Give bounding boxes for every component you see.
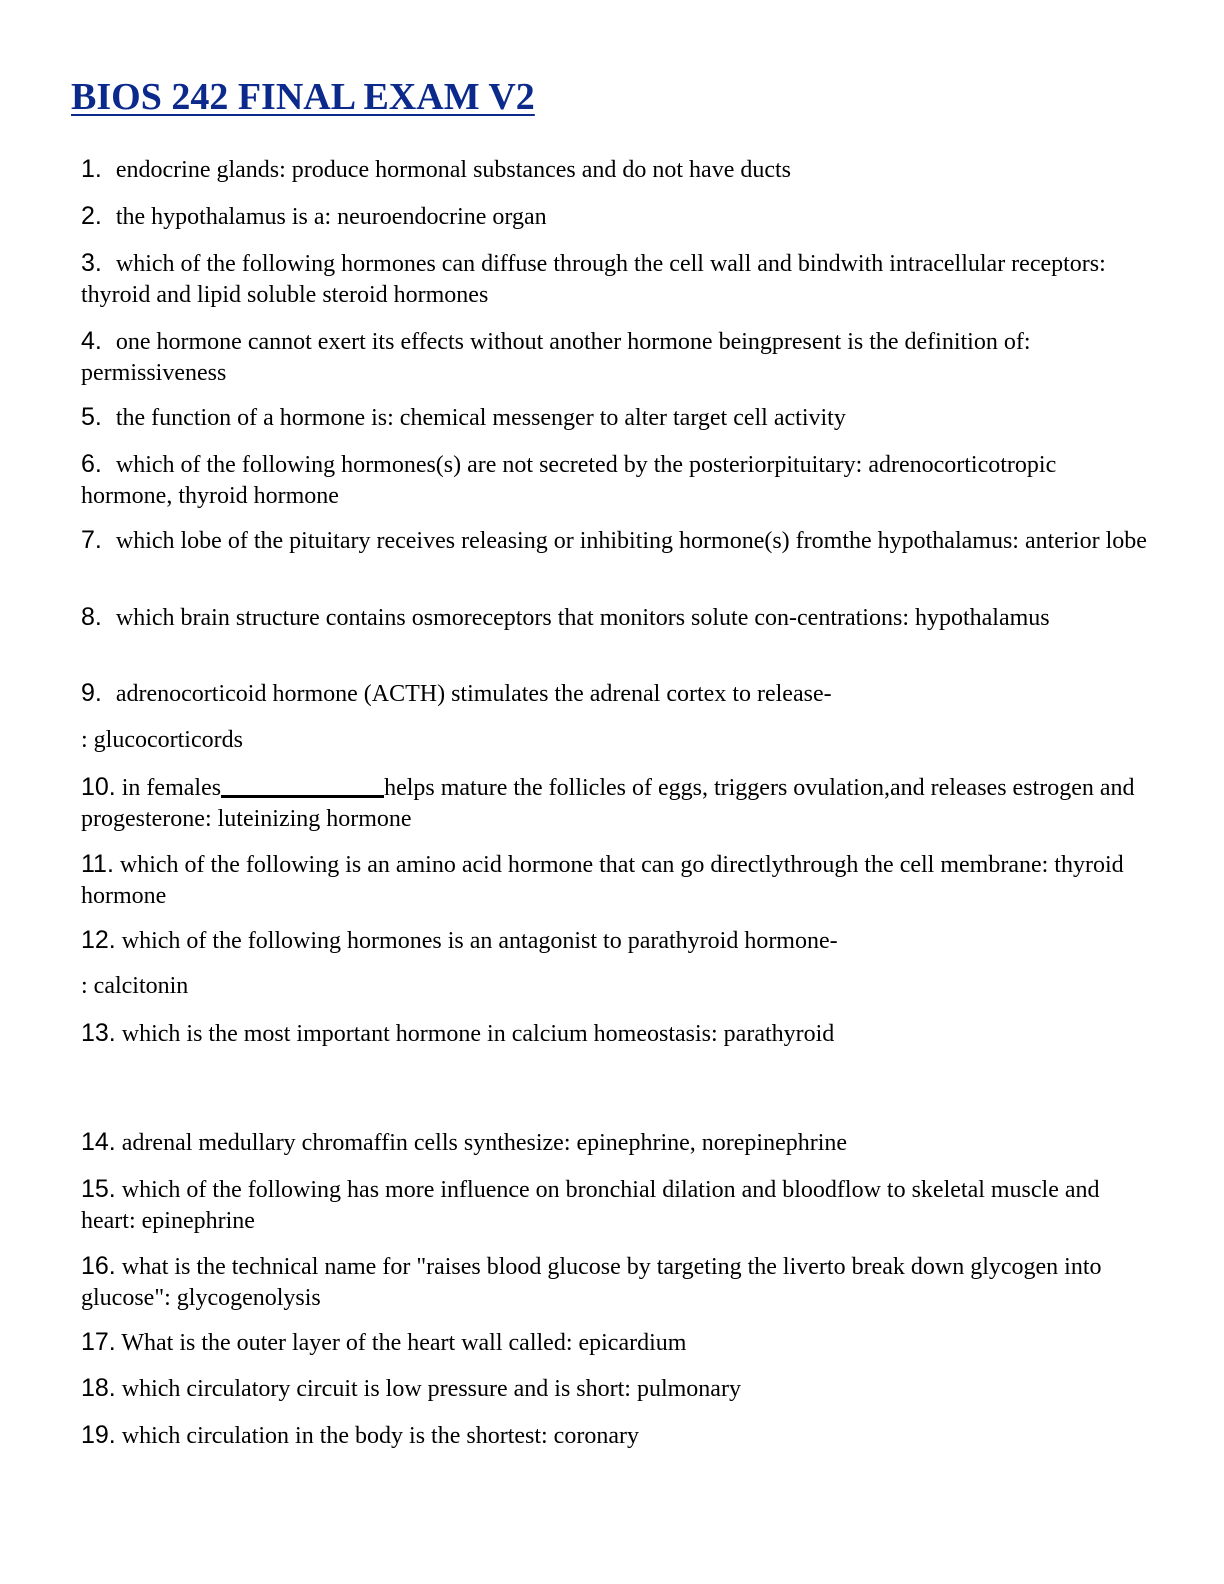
question-number: 4. [81, 327, 102, 355]
question-item [81, 1127, 1151, 1159]
question-number: 17. [81, 1328, 116, 1356]
question-text: adrenal medullary chromaffin cells synthesize: epinephrine, norepinephrine [121, 1130, 848, 1156]
question-text: which of the following hormones(s) are not secreted by the posteriorpituitary: adrenocorticotropic hormone, thyroid hormone [81, 452, 1057, 509]
question-number: 19. [81, 1421, 116, 1449]
question-item [81, 602, 1151, 634]
question-text: which circulation in the body is the shortest: coronary [121, 1423, 639, 1449]
question-number: 5. [81, 403, 102, 431]
question-number: 10. [81, 773, 116, 801]
question-item [81, 849, 1151, 912]
question-number: 2. [81, 202, 102, 230]
question-item [81, 248, 1151, 311]
question-text: one hormone cannot exert its effects without another hormone beingpresent is the definition of: permissiveness [81, 329, 1031, 386]
answer-continuation: : calcitonin [81, 973, 189, 999]
question-number: 11. [81, 850, 114, 878]
question-item [81, 772, 1151, 835]
question-number: 8. [81, 603, 102, 631]
question-item [81, 1251, 1151, 1314]
question-item [81, 1327, 1151, 1359]
question-number: 18. [81, 1374, 116, 1402]
question-item [81, 525, 1151, 557]
question-text: adrenocorticoid hormone (ACTH) stimulates the adrenal cortex to release- [115, 681, 832, 707]
answer-continuation: : glucocorticords [81, 727, 243, 753]
question-text: which of the following is an amino acid hormone that can go directlythrough the cell membrane: thyroid hormone [81, 852, 1124, 909]
question-text: which of the following has more influence on bronchial dilation and bloodflow to skeletal muscle and heart: epinephrine [81, 1177, 1100, 1234]
question-text: helps mature the follicles of eggs, triggers ovulation,and releases estrogen and progesterone: luteinizing hormone [81, 775, 1135, 832]
question-text: the hypothalamus is a: neuroendocrine organ [115, 204, 547, 230]
question-item [81, 154, 1151, 186]
question-item [81, 402, 1151, 434]
question-number: 9. [81, 679, 102, 707]
question-text: the function of a hormone is: chemical messenger to alter target cell activity [115, 405, 846, 431]
question-text: which lobe of the pituitary receives releasing or inhibiting hormone(s) fromthe hypothalamus: anterior lobe [115, 528, 1147, 554]
question-item [81, 925, 1151, 957]
question-item [81, 678, 1151, 710]
question-text: which circulatory circuit is low pressure and is short: pulmonary [121, 1376, 741, 1402]
question-item [81, 1420, 1151, 1452]
question-number: 13. [81, 1019, 116, 1047]
question-text: endocrine glands: produce hormonal substances and do not have ducts [115, 157, 792, 183]
page-title: BIOS 242 FINAL EXAM V2 [71, 76, 535, 118]
question-text: what is the technical name for "raises blood glucose by targeting the liverto break down glycogen into glucose": glycogenolysis [81, 1254, 1102, 1311]
question-item [81, 1174, 1151, 1237]
question-number: 1. [81, 155, 102, 183]
question-number: 16. [81, 1252, 116, 1280]
question-item [81, 201, 1151, 233]
question-text: in females [121, 775, 222, 801]
question-text: What is the outer layer of the heart wall called: epicardium [121, 1330, 687, 1356]
question-item [81, 326, 1151, 389]
fill-in-blank [221, 795, 384, 798]
question-text: which brain structure contains osmoreceptors that monitors solute con-centrations: hypothalamus [115, 605, 1050, 631]
question-number: 3. [81, 249, 102, 277]
question-number: 7. [81, 526, 102, 554]
question-number: 12. [81, 926, 116, 954]
question-text: which is the most important hormone in calcium homeostasis: parathyroid [121, 1021, 835, 1047]
question-item [81, 1018, 1151, 1050]
question-text: which of the following hormones can diffuse through the cell wall and bindwith intracellular receptors: thyroid and lipid soluble steroid hormones [81, 251, 1106, 308]
question-text: which of the following hormones is an antagonist to parathyroid hormone- [121, 928, 838, 954]
question-item [81, 449, 1151, 512]
question-number: 15. [81, 1175, 116, 1203]
question-number: 6. [81, 450, 102, 478]
question-number: 14. [81, 1128, 116, 1156]
question-item [81, 1373, 1151, 1405]
